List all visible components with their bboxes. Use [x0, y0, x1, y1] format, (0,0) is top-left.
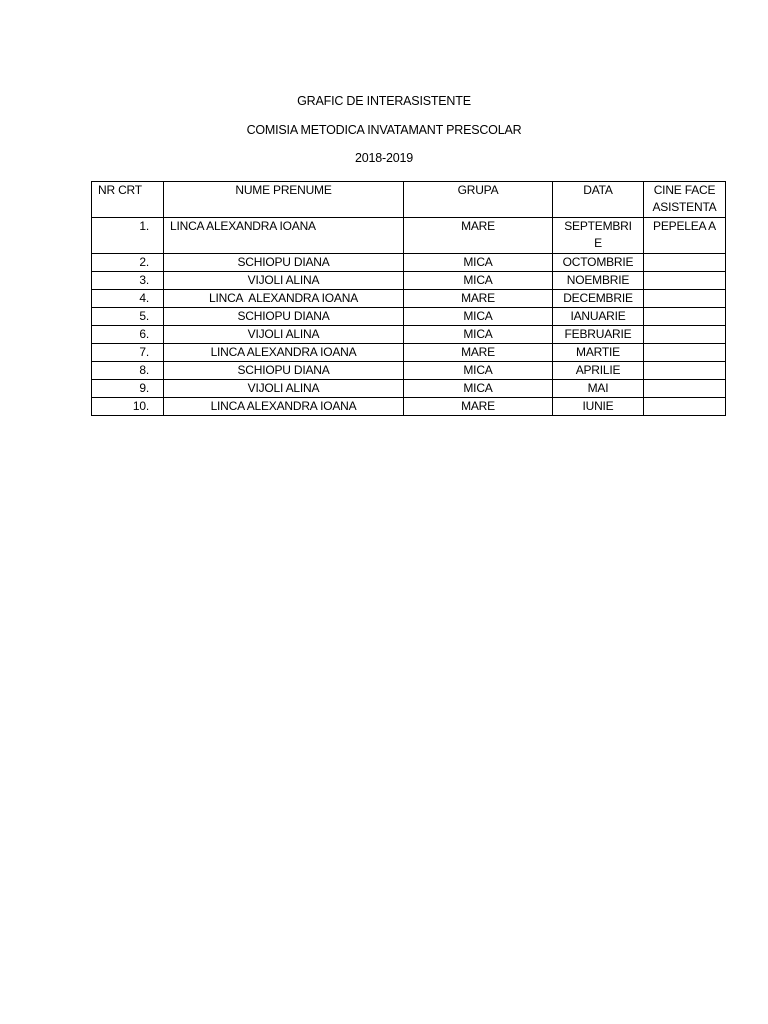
- cell-nume: VIJOLI ALINA: [164, 380, 404, 398]
- cell-cine: [644, 362, 726, 380]
- cell-data: NOEMBRIE: [553, 272, 644, 290]
- cell-nume: VIJOLI ALINA: [164, 326, 404, 344]
- cell-data: IUNIE: [553, 398, 644, 416]
- cell-nr: 5.: [92, 308, 164, 326]
- cell-nume: VIJOLI ALINA: [164, 272, 404, 290]
- cell-data: MARTIE: [553, 344, 644, 362]
- cell-nume: LINCA ALEXANDRA IOANA: [164, 218, 404, 254]
- cell-nume: SCHIOPU DIANA: [164, 254, 404, 272]
- cell-data: DECEMBRIE: [553, 290, 644, 308]
- table-row: [92, 398, 726, 416]
- cell-cine: [644, 290, 726, 308]
- cell-nr: 3.: [92, 272, 164, 290]
- cell-grupa: MICA: [404, 326, 553, 344]
- cell-nr: 7.: [92, 344, 164, 362]
- cell-data: [553, 218, 644, 254]
- cell-data: IANUARIE: [553, 308, 644, 326]
- cell-nume: SCHIOPU DIANA: [164, 362, 404, 380]
- table-header-row: [92, 182, 726, 218]
- cell-data-line1: SEPTEMBRI: [564, 219, 632, 233]
- cell-grupa: MICA: [404, 380, 553, 398]
- cell-grupa: MICA: [404, 254, 553, 272]
- cell-nume: SCHIOPU DIANA: [164, 308, 404, 326]
- cell-grupa: MICA: [404, 272, 553, 290]
- header-cine-face-asistenta: [644, 182, 726, 218]
- cell-data: FEBRUARIE: [553, 326, 644, 344]
- table-row: [92, 254, 726, 272]
- cell-nume: LINCA ALEXANDRA IOANA: [164, 290, 404, 308]
- cell-nr: 4.: [92, 290, 164, 308]
- cell-nr: 9.: [92, 380, 164, 398]
- cell-cine: [644, 380, 726, 398]
- cell-cine: [644, 398, 726, 416]
- header-nr-crt: NR CRT: [92, 182, 164, 218]
- table-row: [92, 218, 726, 254]
- cell-grupa: MARE: [404, 344, 553, 362]
- table-row: [92, 308, 726, 326]
- cell-grupa: MARE: [404, 290, 553, 308]
- cell-data: MAI: [553, 380, 644, 398]
- header-data: DATA: [553, 182, 644, 218]
- cell-nr: 6.: [92, 326, 164, 344]
- cell-nr: 2.: [92, 254, 164, 272]
- cell-grupa: MARE: [404, 218, 553, 254]
- cell-cine: [644, 272, 726, 290]
- cell-data-line2: E: [594, 236, 602, 250]
- cell-cine: PEPELEA A: [644, 218, 726, 254]
- document-year: 2018-2019: [355, 151, 413, 165]
- table-row: [92, 380, 726, 398]
- cell-cine: [644, 344, 726, 362]
- cell-grupa: MARE: [404, 398, 553, 416]
- document-subtitle: COMISIA METODICA INVATAMANT PRESCOLAR: [246, 123, 522, 137]
- cell-grupa: MICA: [404, 308, 553, 326]
- table-row: [92, 272, 726, 290]
- header-cine-line1: CINE FACE: [653, 183, 716, 197]
- schedule-table: [91, 181, 726, 416]
- cell-grupa: MICA: [404, 362, 553, 380]
- cell-nr: 8.: [92, 362, 164, 380]
- cell-nume: LINCA ALEXANDRA IOANA: [164, 344, 404, 362]
- cell-cine: [644, 326, 726, 344]
- table-row: [92, 290, 726, 308]
- cell-cine: [644, 308, 726, 326]
- table-row: [92, 362, 726, 380]
- header-nume-prenume: NUME PRENUME: [164, 182, 404, 218]
- cell-nr: 10.: [92, 398, 164, 416]
- document-title: GRAFIC DE INTERASISTENTE: [297, 94, 471, 108]
- table-row: [92, 326, 726, 344]
- header-grupa: GRUPA: [404, 182, 553, 218]
- cell-data: OCTOMBRIE: [553, 254, 644, 272]
- cell-nr: 1.: [92, 218, 164, 254]
- cell-cine: [644, 254, 726, 272]
- header-cine-line2: ASISTENTA: [652, 200, 717, 214]
- cell-data: APRILIE: [553, 362, 644, 380]
- cell-nume: LINCA ALEXANDRA IOANA: [164, 398, 404, 416]
- table-row: [92, 344, 726, 362]
